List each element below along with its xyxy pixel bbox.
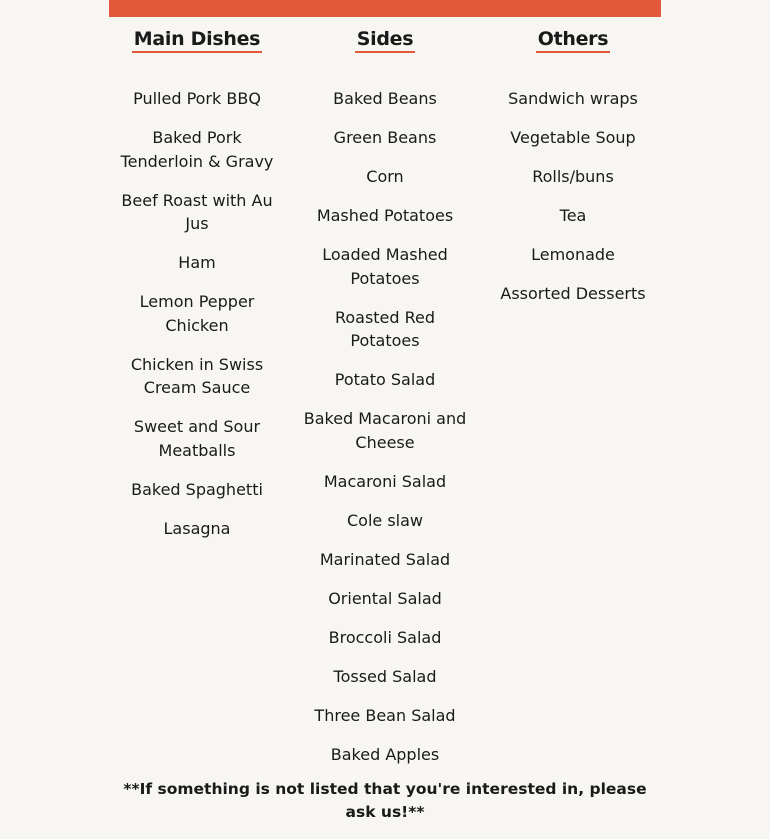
menu-list <box>105 87 289 540</box>
menu-item: Rolls/buns <box>532 167 614 186</box>
menu-item: Broccoli Salad <box>328 627 442 647</box>
menu-item: Marinated Salad <box>319 549 451 569</box>
accent-banner <box>109 0 661 17</box>
column-heading: Sides <box>355 27 416 53</box>
menu-item: Sweet and Sour Meatballs <box>133 417 261 460</box>
menu-item: Lemon Pepper Chicken <box>139 292 255 335</box>
menu-item: Tea <box>559 206 587 225</box>
menu-item: Corn <box>366 167 404 186</box>
menu-item: Macaroni Salad <box>323 471 447 491</box>
column-heading: Main Dishes <box>132 27 262 53</box>
sides-column <box>293 27 477 782</box>
menu-item: Lasagna <box>163 518 231 538</box>
menu-item: Ham <box>178 253 216 272</box>
menu-item: Baked Pork Tenderloin & Gravy <box>120 128 274 171</box>
menu-item: Baked Apples <box>330 744 440 764</box>
column-heading: Others <box>536 27 611 53</box>
menu-list <box>293 87 477 766</box>
menu-item: Oriental Salad <box>328 588 442 608</box>
menu-item: Cole slaw <box>346 510 423 530</box>
menu-item: Loaded Mashed Potatoes <box>322 245 448 288</box>
menu-item: Mashed Potatoes <box>316 206 454 225</box>
menu-item: Tossed Salad <box>333 666 437 686</box>
menu-item: Lemonade <box>531 245 615 264</box>
menu-item: Roasted Red Potatoes <box>334 307 436 350</box>
others-column <box>481 27 665 782</box>
menu-item: Baked Macaroni and Cheese <box>303 409 467 452</box>
main-dishes-column <box>105 27 289 782</box>
menu-item: Green Beans <box>333 128 437 147</box>
menu-item: Pulled Pork BBQ <box>133 89 261 108</box>
menu-columns <box>105 27 665 782</box>
menu-list <box>481 87 665 306</box>
menu-item: Potato Salad <box>334 370 436 389</box>
menu-item: Assorted Desserts <box>500 284 646 303</box>
menu-item: Sandwich wraps <box>508 89 638 108</box>
footer-note: **If something is not listed that you're interested in, please ask us!** <box>123 780 647 821</box>
menu-item: Chicken in Swiss Cream Sauce <box>130 354 264 397</box>
menu-item: Beef Roast with Au Jus <box>121 190 273 233</box>
menu-item: Baked Spaghetti <box>131 479 263 499</box>
menu-item: Three Bean Salad <box>314 705 456 725</box>
menu-item: Baked Beans <box>333 89 437 108</box>
menu-item: Vegetable Soup <box>510 128 636 147</box>
